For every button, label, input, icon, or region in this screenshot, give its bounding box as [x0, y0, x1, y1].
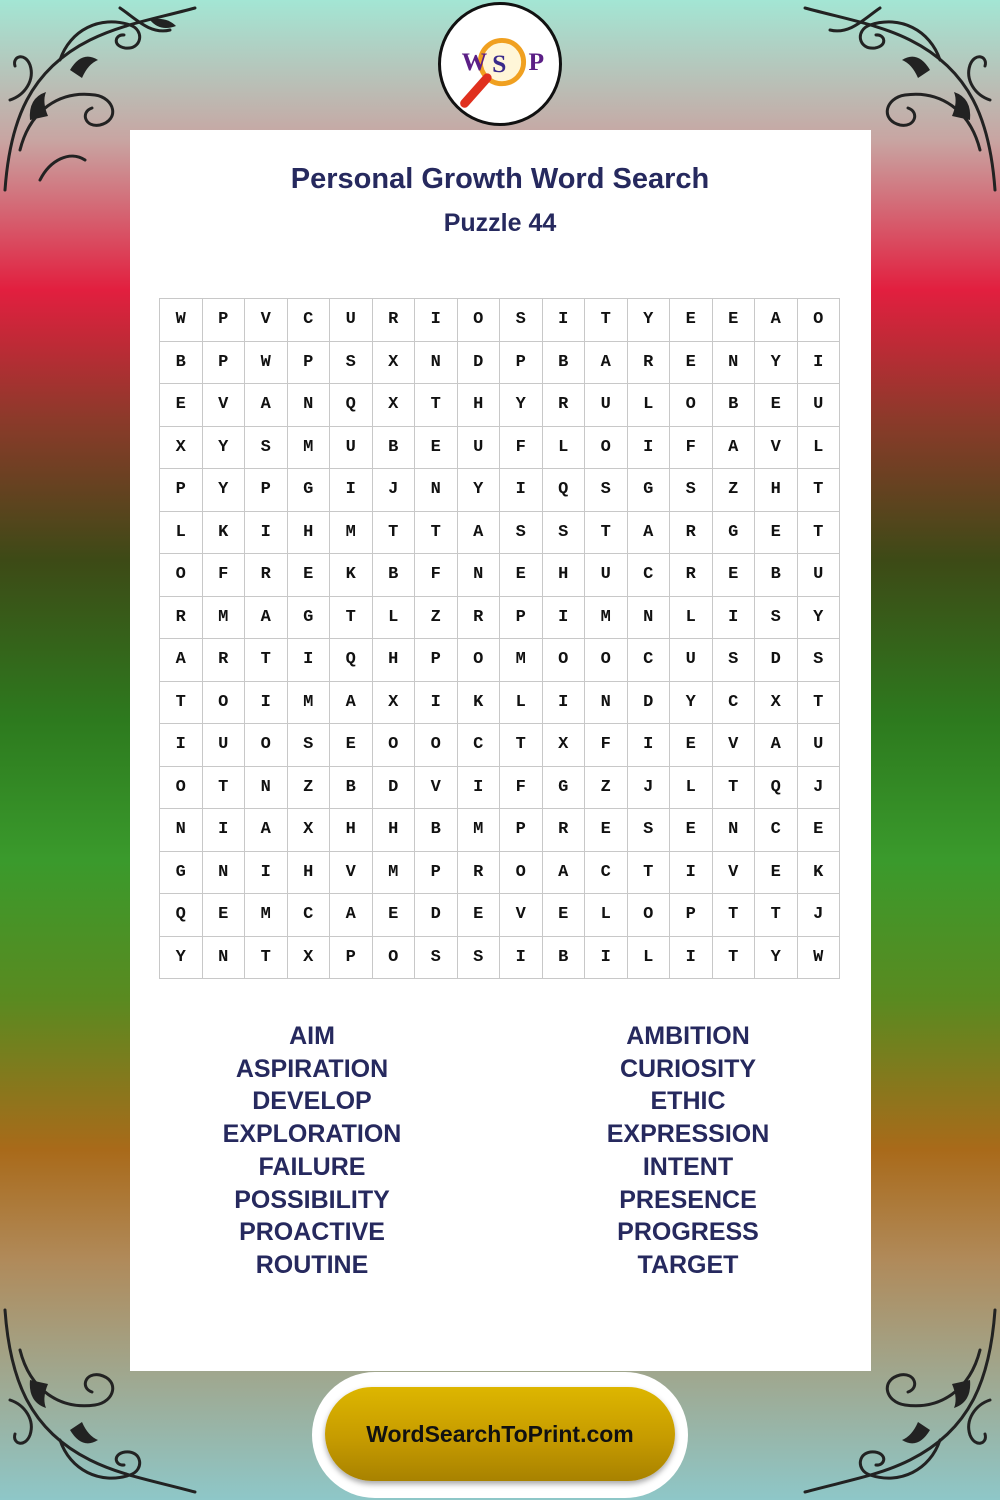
word-list-item: PROGRESS [617, 1218, 759, 1247]
logo-letter-s: S [492, 48, 507, 78]
grid-cell[interactable]: S [798, 639, 841, 682]
grid-cell[interactable]: C [713, 682, 756, 725]
grid-cell[interactable]: E [713, 554, 756, 597]
word-list-item: POSSIBILITY [234, 1185, 390, 1214]
grid-cell[interactable]: S [628, 809, 671, 852]
grid-cell[interactable]: L [543, 427, 586, 470]
site-logo[interactable] [438, 2, 562, 126]
grid-cell[interactable]: I [160, 724, 203, 767]
grid-cell[interactable]: M [245, 894, 288, 937]
word-list-item: CURIOSITY [619, 1054, 757, 1083]
grid-cell[interactable]: I [245, 682, 288, 725]
grid-cell[interactable]: T [245, 937, 288, 980]
grid-cell[interactable]: G [628, 469, 671, 512]
grid-cell[interactable]: O [585, 427, 628, 470]
site-link-button[interactable]: WordSearchToPrint.com [325, 1387, 675, 1481]
grid-cell[interactable]: Y [755, 342, 798, 385]
grid-cell[interactable]: P [203, 299, 246, 342]
grid-cell[interactable]: A [755, 299, 798, 342]
grid-cell[interactable]: V [203, 384, 246, 427]
grid-cell[interactable]: F [585, 724, 628, 767]
grid-cell[interactable]: L [628, 937, 671, 980]
word-list-item: ASPIRATION [235, 1054, 389, 1083]
grid-cell[interactable]: R [458, 597, 501, 640]
grid-cell[interactable]: K [203, 512, 246, 555]
grid-cell[interactable]: R [543, 384, 586, 427]
grid-cell[interactable]: U [585, 554, 628, 597]
grid-cell[interactable]: R [670, 512, 713, 555]
grid-cell[interactable]: X [288, 809, 331, 852]
grid-cell[interactable]: R [458, 852, 501, 895]
grid-cell[interactable]: I [245, 512, 288, 555]
grid-cell[interactable]: J [798, 767, 841, 810]
grid-cell[interactable]: I [500, 469, 543, 512]
grid-cell[interactable]: E [713, 299, 756, 342]
grid-cell[interactable]: P [245, 469, 288, 512]
grid-cell[interactable]: N [713, 809, 756, 852]
grid-cell[interactable]: S [500, 512, 543, 555]
grid-cell[interactable]: T [373, 512, 416, 555]
grid-cell[interactable]: M [330, 512, 373, 555]
grid-cell[interactable]: O [543, 639, 586, 682]
grid-cell[interactable]: L [500, 682, 543, 725]
grid-cell[interactable]: N [203, 937, 246, 980]
word-list-item: ETHIC [650, 1087, 726, 1116]
grid-cell[interactable]: B [543, 342, 586, 385]
grid-cell[interactable]: N [415, 342, 458, 385]
grid-cell[interactable]: P [203, 342, 246, 385]
grid-cell[interactable]: X [160, 427, 203, 470]
word-list-right [538, 1020, 838, 1282]
puzzle-number: Puzzle 44 [443, 209, 557, 237]
grid-cell[interactable]: M [288, 427, 331, 470]
grid-cell[interactable]: I [713, 597, 756, 640]
grid-cell[interactable]: R [628, 342, 671, 385]
word-list-item: ROUTINE [255, 1250, 369, 1279]
grid-cell[interactable]: U [798, 554, 841, 597]
grid-cell[interactable]: I [628, 427, 671, 470]
grid-cell[interactable]: T [798, 469, 841, 512]
grid-cell[interactable]: V [755, 427, 798, 470]
grid-cell[interactable]: B [543, 937, 586, 980]
grid-cell[interactable]: B [373, 427, 416, 470]
word-list-item: INTENT [642, 1152, 734, 1181]
grid-cell[interactable]: N [585, 682, 628, 725]
grid-cell[interactable]: Y [670, 682, 713, 725]
word-list-item: FAILURE [258, 1152, 366, 1181]
grid-cell[interactable]: T [203, 767, 246, 810]
grid-cell[interactable]: X [543, 724, 586, 767]
grid-cell[interactable]: O [373, 724, 416, 767]
grid-cell[interactable]: S [500, 299, 543, 342]
grid-cell[interactable]: U [330, 299, 373, 342]
grid-cell[interactable]: V [245, 299, 288, 342]
grid-cell[interactable]: Q [330, 639, 373, 682]
grid-cell[interactable]: I [415, 682, 458, 725]
grid-cell[interactable]: I [628, 724, 671, 767]
grid-cell[interactable]: T [160, 682, 203, 725]
grid-cell[interactable]: H [330, 809, 373, 852]
grid-cell[interactable]: Z [288, 767, 331, 810]
grid-cell[interactable]: I [458, 767, 501, 810]
word-list-left [162, 1020, 462, 1282]
grid-cell[interactable]: F [670, 427, 713, 470]
grid-cell[interactable]: O [458, 299, 501, 342]
grid-cell[interactable]: O [415, 724, 458, 767]
grid-cell[interactable]: H [543, 554, 586, 597]
grid-cell[interactable]: P [500, 597, 543, 640]
grid-cell[interactable]: T [628, 852, 671, 895]
grid-cell[interactable]: Y [798, 597, 841, 640]
grid-cell[interactable]: C [458, 724, 501, 767]
grid-cell[interactable]: I [585, 937, 628, 980]
grid-cell[interactable]: Q [543, 469, 586, 512]
grid-cell[interactable]: E [330, 724, 373, 767]
grid-cell[interactable]: U [798, 384, 841, 427]
grid-cell[interactable]: E [543, 894, 586, 937]
grid-cell[interactable]: L [628, 384, 671, 427]
grid-cell[interactable]: G [543, 767, 586, 810]
grid-cell[interactable]: N [713, 342, 756, 385]
grid-cell[interactable]: M [203, 597, 246, 640]
grid-cell[interactable]: B [160, 342, 203, 385]
grid-cell[interactable]: O [373, 937, 416, 980]
grid-cell[interactable]: M [585, 597, 628, 640]
grid-cell[interactable]: S [713, 639, 756, 682]
grid-cell[interactable]: S [755, 597, 798, 640]
grid-cell[interactable]: E [585, 809, 628, 852]
grid-cell[interactable]: E [160, 384, 203, 427]
grid-cell[interactable]: T [713, 767, 756, 810]
grid-cell[interactable]: O [203, 682, 246, 725]
grid-cell[interactable]: T [713, 937, 756, 980]
grid-cell[interactable]: M [458, 809, 501, 852]
grid-cell[interactable]: L [798, 427, 841, 470]
grid-cell[interactable]: M [373, 852, 416, 895]
grid-cell[interactable]: A [585, 342, 628, 385]
grid-cell[interactable]: S [585, 469, 628, 512]
grid-cell[interactable]: N [458, 554, 501, 597]
grid-cell[interactable]: T [245, 639, 288, 682]
grid-cell[interactable]: T [798, 512, 841, 555]
grid-cell[interactable]: U [798, 724, 841, 767]
grid-cell[interactable]: A [713, 427, 756, 470]
grid-cell[interactable]: N [288, 384, 331, 427]
grid-cell[interactable]: W [160, 299, 203, 342]
grid-cell[interactable]: O [458, 639, 501, 682]
grid-cell[interactable]: G [713, 512, 756, 555]
logo-letter-p: P [528, 46, 545, 76]
grid-cell[interactable]: X [373, 384, 416, 427]
grid-cell[interactable]: C [288, 299, 331, 342]
grid-cell[interactable]: N [415, 469, 458, 512]
grid-cell[interactable]: S [288, 724, 331, 767]
grid-cell[interactable]: Q [755, 767, 798, 810]
grid-cell[interactable]: S [245, 427, 288, 470]
word-list-item: AMBITION [626, 1022, 750, 1050]
grid-cell[interactable]: H [288, 512, 331, 555]
grid-cell[interactable]: O [670, 384, 713, 427]
grid-cell[interactable]: A [330, 682, 373, 725]
grid-cell[interactable]: D [373, 767, 416, 810]
grid-cell[interactable]: D [628, 682, 671, 725]
grid-cell[interactable]: A [245, 809, 288, 852]
grid-cell[interactable]: E [670, 342, 713, 385]
grid-cell[interactable]: I [415, 299, 458, 342]
grid-cell[interactable]: F [415, 554, 458, 597]
grid-cell[interactable]: U [458, 427, 501, 470]
grid-cell[interactable]: N [160, 809, 203, 852]
word-list-item: EXPRESSION [606, 1120, 770, 1149]
grid-cell[interactable]: X [373, 342, 416, 385]
grid-cell[interactable]: I [203, 809, 246, 852]
grid-cell[interactable]: L [585, 894, 628, 937]
grid-cell[interactable]: E [373, 894, 416, 937]
grid-cell[interactable]: B [415, 809, 458, 852]
grid-cell[interactable]: T [585, 299, 628, 342]
grid-cell[interactable]: U [330, 427, 373, 470]
grid-cell[interactable]: O [160, 767, 203, 810]
grid-cell[interactable]: E [670, 299, 713, 342]
grid-cell[interactable]: D [458, 342, 501, 385]
grid-cell[interactable]: Y [628, 299, 671, 342]
grid-cell[interactable]: R [373, 299, 416, 342]
grid-cell[interactable]: L [670, 597, 713, 640]
grid-cell[interactable]: K [330, 554, 373, 597]
grid-cell[interactable]: F [203, 554, 246, 597]
grid-cell[interactable]: E [755, 852, 798, 895]
grid-cell[interactable]: E [415, 427, 458, 470]
grid-cell[interactable]: I [543, 597, 586, 640]
grid-cell[interactable]: I [288, 639, 331, 682]
grid-cell[interactable]: P [670, 894, 713, 937]
grid-cell[interactable]: A [543, 852, 586, 895]
grid-cell[interactable]: X [373, 682, 416, 725]
grid-cell[interactable]: T [798, 682, 841, 725]
grid-cell[interactable]: S [415, 937, 458, 980]
word-list-item: AIM [289, 1022, 335, 1050]
grid-cell[interactable]: H [458, 384, 501, 427]
grid-cell[interactable]: Y [203, 427, 246, 470]
grid-cell[interactable]: I [798, 342, 841, 385]
grid-cell[interactable]: Z [415, 597, 458, 640]
grid-cell[interactable]: Y [160, 937, 203, 980]
grid-cell[interactable]: B [330, 767, 373, 810]
grid-cell[interactable]: A [245, 384, 288, 427]
grid-cell[interactable]: Z [585, 767, 628, 810]
word-list-item: PROACTIVE [239, 1218, 385, 1247]
grid-cell[interactable]: H [373, 809, 416, 852]
grid-cell[interactable]: K [458, 682, 501, 725]
grid-cell[interactable]: N [203, 852, 246, 895]
grid-cell[interactable]: R [245, 554, 288, 597]
grid-cell[interactable]: U [670, 639, 713, 682]
grid-cell[interactable]: V [415, 767, 458, 810]
grid-cell[interactable]: E [798, 809, 841, 852]
grid-cell[interactable]: P [415, 852, 458, 895]
grid-cell[interactable]: F [500, 767, 543, 810]
grid-cell[interactable]: M [500, 639, 543, 682]
word-list-item: EXPLORATION [222, 1120, 402, 1149]
grid-cell[interactable]: B [373, 554, 416, 597]
grid-cell[interactable]: O [500, 852, 543, 895]
grid-cell[interactable]: M [288, 682, 331, 725]
grid-cell[interactable]: G [288, 597, 331, 640]
grid-cell[interactable]: O [245, 724, 288, 767]
puzzle-title: Personal Growth Word Search [290, 163, 710, 195]
grid-cell[interactable]: I [500, 937, 543, 980]
grid-cell[interactable]: R [160, 597, 203, 640]
grid-cell[interactable]: T [500, 724, 543, 767]
grid-cell[interactable]: X [288, 937, 331, 980]
grid-cell[interactable]: C [288, 894, 331, 937]
grid-cell[interactable]: T [415, 512, 458, 555]
grid-cell[interactable]: L [160, 512, 203, 555]
logo-letter-w: W [461, 46, 488, 76]
letter-grid[interactable] [159, 298, 840, 979]
grid-cell[interactable]: C [755, 809, 798, 852]
grid-cell[interactable]: P [500, 342, 543, 385]
grid-cell[interactable]: G [160, 852, 203, 895]
grid-cell[interactable]: R [670, 554, 713, 597]
grid-cell[interactable]: Y [203, 469, 246, 512]
grid-cell[interactable]: C [628, 554, 671, 597]
word-list-item: DEVELOP [252, 1087, 372, 1116]
grid-cell[interactable]: V [500, 894, 543, 937]
grid-cell[interactable]: P [288, 342, 331, 385]
grid-cell[interactable]: E [203, 894, 246, 937]
grid-cell[interactable]: E [755, 384, 798, 427]
grid-cell[interactable]: Z [713, 469, 756, 512]
grid-cell[interactable]: S [670, 469, 713, 512]
grid-cell[interactable]: V [713, 852, 756, 895]
grid-cell[interactable]: L [373, 597, 416, 640]
grid-cell[interactable]: J [373, 469, 416, 512]
grid-cell[interactable]: Y [500, 384, 543, 427]
grid-cell[interactable]: I [330, 469, 373, 512]
grid-cell[interactable]: T [755, 894, 798, 937]
grid-cell[interactable]: T [585, 512, 628, 555]
grid-cell[interactable]: S [543, 512, 586, 555]
grid-cell[interactable]: S [330, 342, 373, 385]
grid-cell[interactable]: Y [755, 937, 798, 980]
grid-cell[interactable]: P [160, 469, 203, 512]
grid-cell[interactable]: B [713, 384, 756, 427]
grid-cell[interactable]: Y [458, 469, 501, 512]
word-list-item: PRESENCE [619, 1185, 757, 1214]
grid-cell[interactable]: I [543, 299, 586, 342]
magnifier-icon [441, 5, 559, 123]
grid-cell[interactable]: L [670, 767, 713, 810]
grid-cell[interactable]: T [713, 894, 756, 937]
grid-cell[interactable]: X [755, 682, 798, 725]
grid-cell[interactable]: I [670, 852, 713, 895]
grid-cell[interactable]: U [203, 724, 246, 767]
grid-cell[interactable]: I [543, 682, 586, 725]
grid-cell[interactable]: V [330, 852, 373, 895]
grid-cell[interactable]: O [628, 894, 671, 937]
grid-cell[interactable]: Q [330, 384, 373, 427]
grid-cell[interactable]: P [500, 809, 543, 852]
grid-cell[interactable]: G [288, 469, 331, 512]
grid-cell[interactable]: E [755, 512, 798, 555]
grid-cell[interactable]: E [458, 894, 501, 937]
grid-cell[interactable]: P [415, 639, 458, 682]
grid-cell[interactable]: W [245, 342, 288, 385]
grid-cell[interactable]: I [245, 852, 288, 895]
grid-cell[interactable]: S [458, 937, 501, 980]
grid-cell[interactable]: D [755, 639, 798, 682]
grid-cell[interactable]: Q [160, 894, 203, 937]
grid-cell[interactable]: A [245, 597, 288, 640]
grid-cell[interactable]: A [755, 724, 798, 767]
grid-cell[interactable]: B [755, 554, 798, 597]
word-list-item: TARGET [637, 1250, 739, 1279]
grid-cell[interactable]: H [373, 639, 416, 682]
grid-cell[interactable]: J [628, 767, 671, 810]
grid-cell[interactable]: V [713, 724, 756, 767]
grid-cell[interactable]: C [628, 639, 671, 682]
grid-cell[interactable]: R [543, 809, 586, 852]
grid-cell[interactable]: D [415, 894, 458, 937]
grid-cell[interactable]: C [585, 852, 628, 895]
grid-cell[interactable]: E [670, 724, 713, 767]
grid-cell[interactable]: A [458, 512, 501, 555]
grid-cell[interactable]: U [585, 384, 628, 427]
grid-cell[interactable]: T [415, 384, 458, 427]
grid-cell[interactable]: I [670, 937, 713, 980]
grid-cell[interactable]: T [330, 597, 373, 640]
grid-cell[interactable]: N [245, 767, 288, 810]
grid-cell[interactable]: R [203, 639, 246, 682]
grid-cell[interactable]: H [288, 852, 331, 895]
grid-cell[interactable]: O [585, 639, 628, 682]
grid-cell[interactable]: A [628, 512, 671, 555]
grid-cell[interactable]: E [500, 554, 543, 597]
grid-cell[interactable]: W [798, 937, 841, 980]
grid-cell[interactable]: K [798, 852, 841, 895]
grid-cell[interactable]: N [628, 597, 671, 640]
grid-cell[interactable]: J [798, 894, 841, 937]
grid-cell[interactable]: O [798, 299, 841, 342]
grid-cell[interactable]: E [670, 809, 713, 852]
grid-cell[interactable]: A [330, 894, 373, 937]
grid-cell[interactable]: O [160, 554, 203, 597]
grid-cell[interactable]: H [755, 469, 798, 512]
grid-cell[interactable]: F [500, 427, 543, 470]
grid-cell[interactable]: A [160, 639, 203, 682]
grid-cell[interactable]: E [288, 554, 331, 597]
grid-cell[interactable]: P [330, 937, 373, 980]
